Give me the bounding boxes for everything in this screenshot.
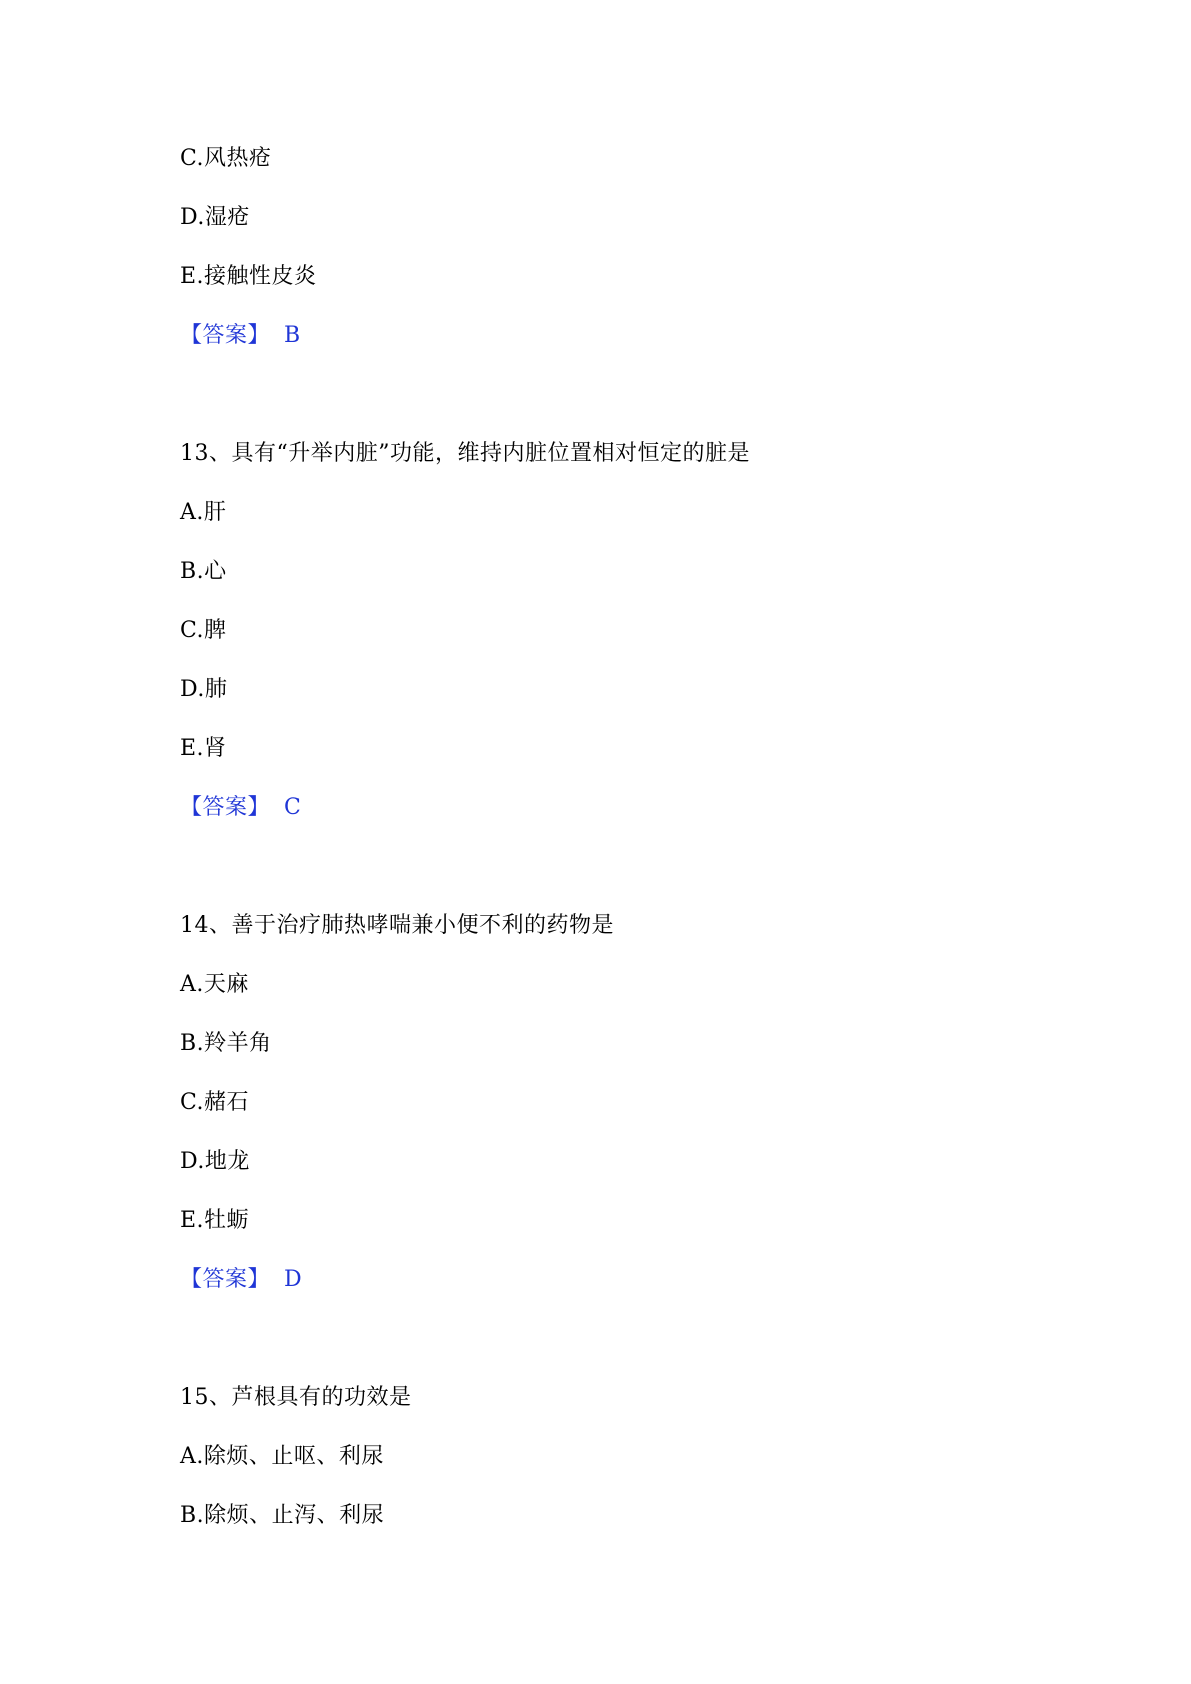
answer-line [180,794,301,822]
option-c: C.脾 [180,618,227,643]
option-e: E.接触性皮炎 [180,264,317,289]
option-c: C.赭石 [180,1090,250,1115]
option-b: B.羚羊角 [180,1031,272,1056]
option-d: D.肺 [180,677,228,702]
option-c: C.风热疮 [180,146,272,171]
answer-value: C [284,795,302,820]
option-e: E.牡蛎 [180,1208,250,1233]
option-a: A.肝 [180,500,227,525]
option-d: D.地龙 [180,1149,250,1174]
option-b: B.除烦、止泻、利尿 [180,1503,385,1528]
option-a: A.天麻 [180,972,249,997]
answer-value: D [284,1267,303,1292]
answer-label: 【答案】 [180,323,271,348]
question-14: 14、善于治疗肺热哮喘兼小便不利的药物是 [180,913,614,938]
answer-line [180,1266,302,1294]
question-13: 13、具有“升举内脏”功能，维持内脏位置相对恒定的脏是 [180,441,750,466]
answer-value: B [284,323,301,348]
answer-label: 【答案】 [180,1267,271,1292]
option-b: B.心 [180,559,227,584]
option-e: E.肾 [180,736,227,761]
question-15: 15、芦根具有的功效是 [180,1385,412,1410]
answer-line [180,322,301,350]
answer-label: 【答案】 [180,795,271,820]
option-a: A.除烦、止呕、利尿 [180,1444,384,1469]
option-d: D.湿疮 [180,205,250,230]
